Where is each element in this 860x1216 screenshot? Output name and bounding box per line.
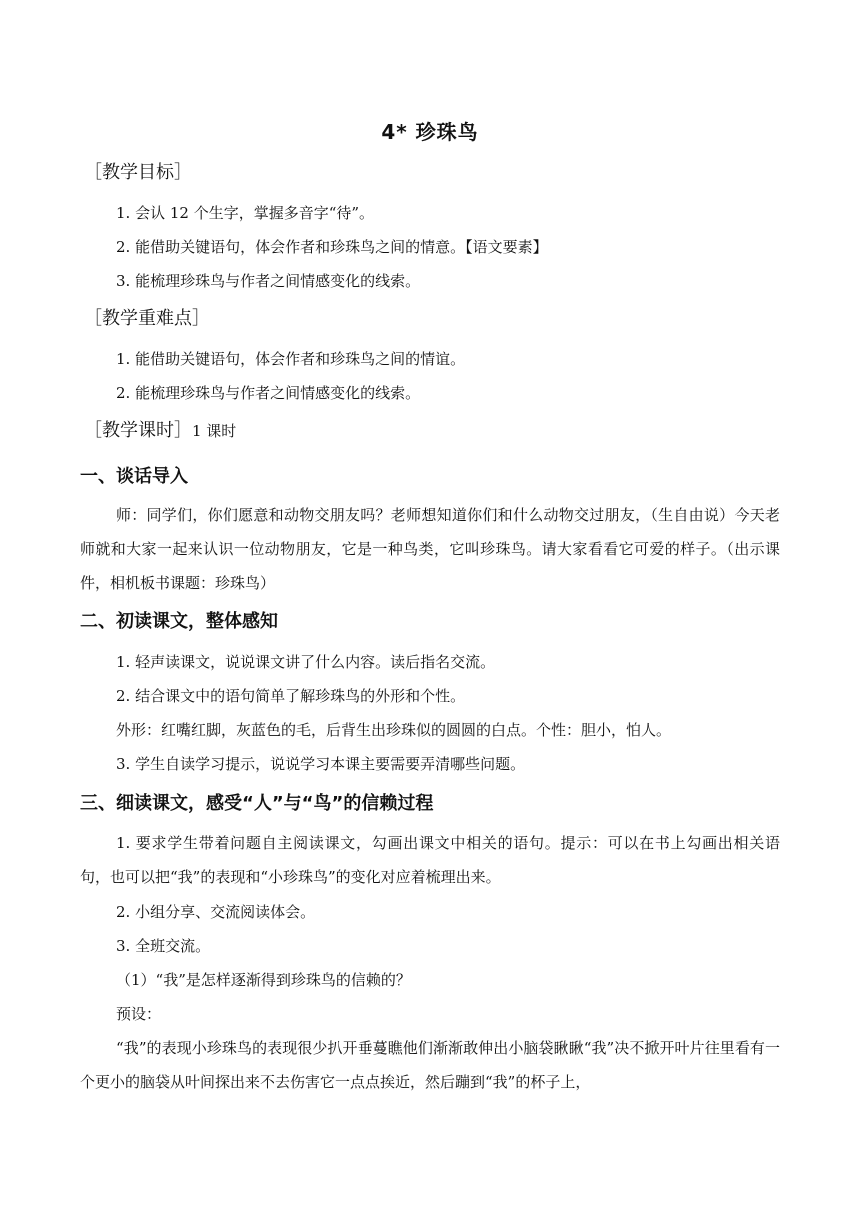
section-paragraph: 师：同学们，你们愿意和动物交朋友吗？老师想知道你们和什么动物交过朋友，（生自由说）今天老师就和大家一起来认识一位动物朋友，它是一种鸟类，它叫珍珠鸟。请大家看看它可爱的样子。（出示课件，相机板书课题：珍珠鸟） xyxy=(80,506,780,592)
section-heading: 三、细读课文，感受“人”与“鸟”的信赖过程 xyxy=(80,793,434,814)
goal-item: 1. 会认 12 个生字，掌握多音字“待”。 xyxy=(116,204,375,222)
section-item: 3. 全班交流。 xyxy=(116,937,211,955)
section-item: （1）“我”是怎样逐渐得到珍珠鸟的信赖的？ xyxy=(116,971,411,989)
section-item: 预设： xyxy=(116,1005,162,1023)
key-points-heading: ［教学重难点］ xyxy=(84,308,210,329)
key-point-item: 1. 能借助关键语句，体会作者和珍珠鸟之间的情谊。 xyxy=(116,350,466,368)
section-item: 2. 结合课文中的语句简单了解珍珠鸟的外形和个性。 xyxy=(116,687,466,705)
document-title: 4* 珍珠鸟 xyxy=(381,120,479,144)
lesson-time-heading: ［教学课时］ xyxy=(84,420,192,441)
section-paragraph: “我”的表现小珍珠鸟的表现很少扒开垂蔓瞧他们渐渐敢伸出小脑袋瞅瞅“我”决不掀开叶片往里看有一个更小的脑袋从叶间探出来不去伤害它一点点挨近，然后蹦到“我”的杯子上， xyxy=(80,1039,780,1091)
goals-heading: ［教学目标］ xyxy=(84,162,192,183)
section-item: 2. 小组分享、交流阅读体会。 xyxy=(116,903,316,921)
section-heading: 一、谈话导入 xyxy=(80,466,188,487)
section-paragraph: 1. 要求学生带着问题自主阅读课文，勾画出课文中相关的语句。提示：可以在书上勾画出相关语句，也可以把“我”的表现和“小珍珠鸟”的变化对应着梳理出来。 xyxy=(80,834,780,886)
lesson-time-row xyxy=(84,418,236,444)
section-item: 3. 学生自读学习提示，说说学习本课主要需要弄清哪些问题。 xyxy=(116,755,526,773)
section-item: 1. 轻声读课文，说说课文讲了什么内容。读后指名交流。 xyxy=(116,653,496,671)
goal-item: 3. 能梳理珍珠鸟与作者之间情感变化的线索。 xyxy=(116,272,421,290)
section-heading: 二、初读课文，整体感知 xyxy=(80,611,278,632)
section-item: 外形：红嘴红脚，灰蓝色的毛，后背生出珍珠似的圆圆的白点。个性：胆小，怕人。 xyxy=(116,721,672,739)
key-point-item: 2. 能梳理珍珠鸟与作者之间情感变化的线索。 xyxy=(116,384,421,402)
goal-item: 2. 能借助关键语句，体会作者和珍珠鸟之间的情意。【语文要素】 xyxy=(116,238,548,256)
lesson-time-value: 1 课时 xyxy=(192,422,237,440)
